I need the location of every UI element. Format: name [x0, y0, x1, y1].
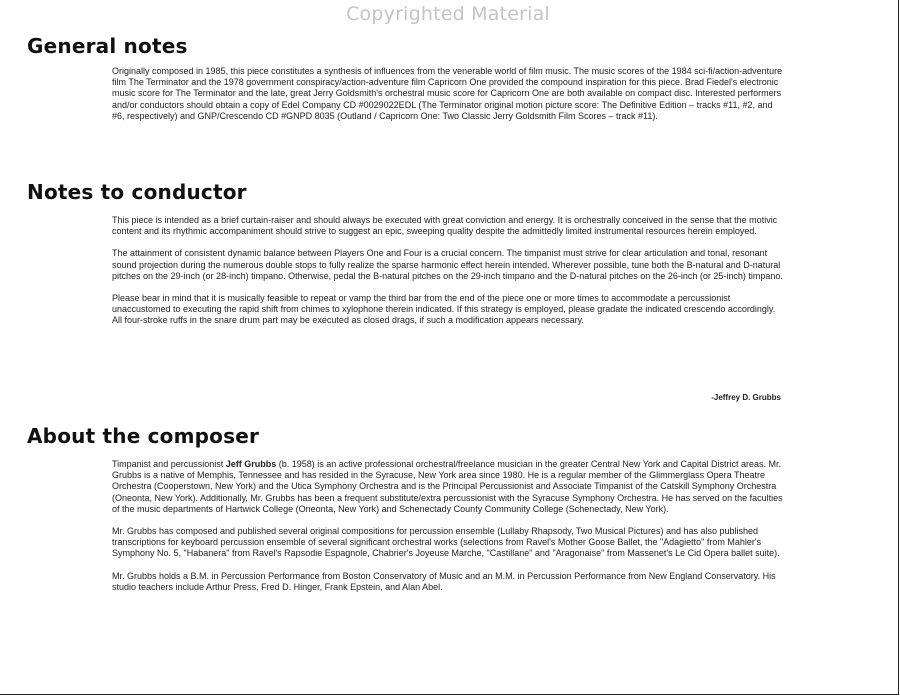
composer-name: Jeff Grubbs [225, 459, 277, 469]
conductor-paragraph-3: Please bear in mind that it is musically feasible to repeat or vamp the third bar from the end of the piece one or more times to accommodate a percussionist unaccustomed to executing the rapid shift from chimes to xylophone therein indicated. If this strategy is employed, please gradate the indicated crescendo accordingly. All four-stroke ruffs in the snare drum part may be executed as closed drags, if such a modification appears necessary. [112, 293, 776, 326]
notes-to-conductor-heading: Notes to conductor [27, 180, 247, 204]
composer-paragraph-3: Mr. Grubbs holds a B.M. in Percussion Performance from Boston Conservatory of Music and an M.M. in Percussion Performance from New England Conservatory. His studio teachers include Arthur Press, Fred D. Hinger, Frank Epstein, and Alan Abel. [112, 570, 776, 592]
conductor-paragraph-1: This piece is intended as a brief curtain-raiser and should always be executed with great conviction and energy. It is orchestrally conceived in the sense that the motivic content and its rhythmic accompaniment should strive to suggest an epic, sweeping quality despite the admittedly limited instrumental resources herein employed. [112, 215, 778, 237]
composer-bio-text: (b. 1958) is an active professional orchestral/freelance musician in the greater Central New York and Capital District areas. Mr. Grubbs is a native of Memphis, Tennessee and has resided in the Syracuse, New York area since 1980. He is a regular member of the Glimmerglass Opera Theatre Orchestra (Cooperstown, New York) and the Utica Symphony Orchestra and is the Principal Percussionist and Associate Timpanist of the Catskill Symphony Orchestra (Oneonta, New York). Additionally, Mr. Grubbs has been a frequent substitute/extra percussionist with the Syracuse Symphony Orchestra. He has served on the faculties of the music departments of Hartwick College (Oneonta, New York) and Schenectady County Community College (Schenectady, New York). [112, 459, 783, 514]
about-composer-heading: About the composer [27, 424, 260, 448]
copyright-watermark: Copyrighted Material [346, 3, 550, 25]
general-notes-heading: General notes [27, 34, 188, 58]
conductor-signature: -Jeffrey D. Grubbs [711, 393, 781, 402]
about-composer-body [112, 459, 784, 593]
general-notes-body [112, 66, 784, 122]
composer-paragraph-2: Mr. Grubbs has composed and published several original compositions for percussion ensemble (Lullaby Rhapsody, Two Musical Pictures) and has also published transcriptions for keyboard percussion ensemble of several significant orchestral works (selections from Ravel's Mother Goose Ballet, the "Adagietto" from Mahler's Symphony No. 5, "Habanera" from Ravel's Rapsodie Espagnole, Chabrier's Joyeuse Marche, "Castillane" and "Aragonaise" from Massenet's Le Cid Opera ballet suite). [112, 526, 780, 559]
conductor-paragraph-2: The attainment of consistent dynamic balance between Players One and Four is a crucial concern. The timpanist must strive for clear articulation and tonal, resonant sound projection during the numerous double stops to fully realize the sparse harmonic effect herein intended. Wherever possible, tune both the B-natural and D-natural pitches on the 29-inch (or 28-inch) timpano. Otherwise, pedal the B-natural pitches on the 29-inch timpano and the D-natural pitches on the 26-inch (or 25-inch) timpano. [112, 248, 783, 281]
notes-to-conductor-body [112, 215, 784, 327]
general-notes-paragraph: Originally composed in 1985, this piece constitutes a synthesis of influences from the venerable world of film music. The music scores of the 1984 sci-fi/action-adventure film The Terminator and the 1978 government conspiracy/action-adventure film Capricorn One provided the compound inspiration for this piece. Brad Fiedel's electronic music score for The Terminator and the late, great Jerry Goldsmith's orchestral music score for Capricorn One are both available on compact disc. Interested performers and/or conductors should obtain a copy of Edel Company CD #0029022EDL (The Terminator original motion picture score: The Definitive Edition – tracks #11, #2, and #6, respectively) and GNP/Crescendo CD #GNPD 8035 (Outland / Capricorn One: Two Classic Jerry Goldsmith Film Scores – track #11). [112, 66, 783, 121]
composer-intro-text: Timpanist and percussionist [112, 459, 226, 469]
composer-paragraph-1 [112, 459, 784, 515]
